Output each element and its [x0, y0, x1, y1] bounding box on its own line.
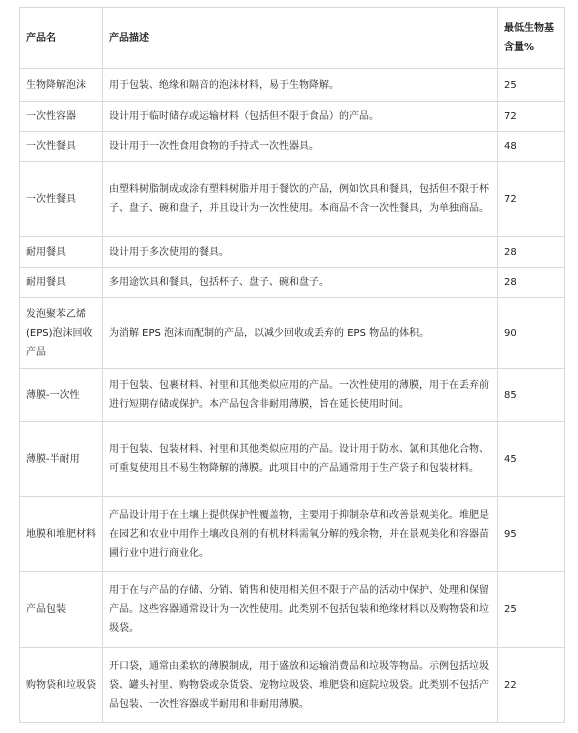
product-description: 产品设计用于在土壤上提供保护性覆盖物，主要用于抑制杂草和改善景观美化。堆肥是在园艺和农业中用作土壤改良剂的有机材料需氧分解的残余物，并在景观美化和容器苗圃行业中进行商业化。 [103, 497, 498, 572]
product-description: 设计用于临时储存或运输材料（包括但不限于食品）的产品。 [103, 102, 498, 132]
product-description: 用于包装、绝缘和隔音的泡沫材料，易于生物降解。 [103, 69, 498, 102]
product-name: 发泡聚苯乙烯(EPS)泡沫回收产品 [20, 298, 103, 369]
table-row [20, 162, 565, 237]
product-name: 耐用餐具 [20, 268, 103, 298]
table-row [20, 132, 565, 162]
product-name: 薄膜-一次性 [20, 369, 103, 422]
min-content-value: 95 [498, 497, 565, 572]
table-row [20, 268, 565, 298]
product-name: 耐用餐具 [20, 237, 103, 268]
product-description: 为消解 EPS 泡沫而配制的产品，以减少回收或丢弃的 EPS 物品的体积。 [103, 298, 498, 369]
product-name: 生物降解泡沫 [20, 69, 103, 102]
header-min-biobased-content: 最低生物基含量% [498, 8, 565, 69]
min-content-value: 28 [498, 237, 565, 268]
table-row [20, 102, 565, 132]
bio-content-table [19, 7, 565, 723]
min-content-value: 28 [498, 268, 565, 298]
min-content-value: 22 [498, 648, 565, 723]
product-name: 产品包装 [20, 572, 103, 648]
header-product-name: 产品名 [20, 8, 103, 69]
header-product-description: 产品描述 [103, 8, 498, 69]
min-content-value: 48 [498, 132, 565, 162]
table-row [20, 69, 565, 102]
product-description: 用于包装、包裹材料、衬里和其他类似应用的产品。一次性使用的薄膜，用于在丢弃前进行短期存储或保护。本产品包含非耐用薄膜，旨在延长使用时间。 [103, 369, 498, 422]
table-row [20, 369, 565, 422]
product-description: 设计用于多次使用的餐具。 [103, 237, 498, 268]
product-name: 购物袋和垃圾袋 [20, 648, 103, 723]
table-row [20, 422, 565, 497]
product-description: 多用途饮具和餐具，包括杯子、盘子、碗和盘子。 [103, 268, 498, 298]
table-row [20, 648, 565, 723]
min-content-value: 72 [498, 162, 565, 237]
min-content-value: 25 [498, 69, 565, 102]
table-row [20, 237, 565, 268]
product-name: 一次性餐具 [20, 132, 103, 162]
product-description: 用于在与产品的存储、分销、销售和使用相关但不限于产品的活动中保护、处理和保留产品。这些容器通常设计为一次性使用。此类别不包括包装和绝缘材料以及购物袋和垃圾袋。 [103, 572, 498, 648]
product-name: 地膜和堆肥材料 [20, 497, 103, 572]
header-row [20, 8, 565, 69]
table-row [20, 298, 565, 369]
min-content-value: 72 [498, 102, 565, 132]
product-description: 设计用于一次性食用食物的手持式一次性器具。 [103, 132, 498, 162]
product-name: 薄膜-半耐用 [20, 422, 103, 497]
table-row [20, 497, 565, 572]
table-row [20, 572, 565, 648]
product-description: 用于包装、包装材料、衬里和其他类似应用的产品。设计用于防水、氯和其他化合物、可重复使用且不易生物降解的薄膜。此项目中的产品通常用于生产袋子和包装材料。 [103, 422, 498, 497]
min-content-value: 25 [498, 572, 565, 648]
product-name: 一次性餐具 [20, 162, 103, 237]
product-name: 一次性容器 [20, 102, 103, 132]
product-description: 由塑料树脂制成或涂有塑料树脂并用于餐饮的产品，例如饮具和餐具，包括但不限于杯子、盘子、碗和盘子，并且设计为一次性使用。本商品不含一次性餐具，为单独商品。 [103, 162, 498, 237]
min-content-value: 45 [498, 422, 565, 497]
min-content-value: 85 [498, 369, 565, 422]
min-content-value: 90 [498, 298, 565, 369]
product-description: 开口袋，通常由柔软的薄膜制成，用于盛放和运输消费品和垃圾等物品。示例包括垃圾袋、罐头衬里、购物袋或杂货袋、宠物垃圾袋、堆肥袋和庭院垃圾袋。此类别不包括产品包装、一次性容器或半耐用和非耐用薄膜。 [103, 648, 498, 723]
